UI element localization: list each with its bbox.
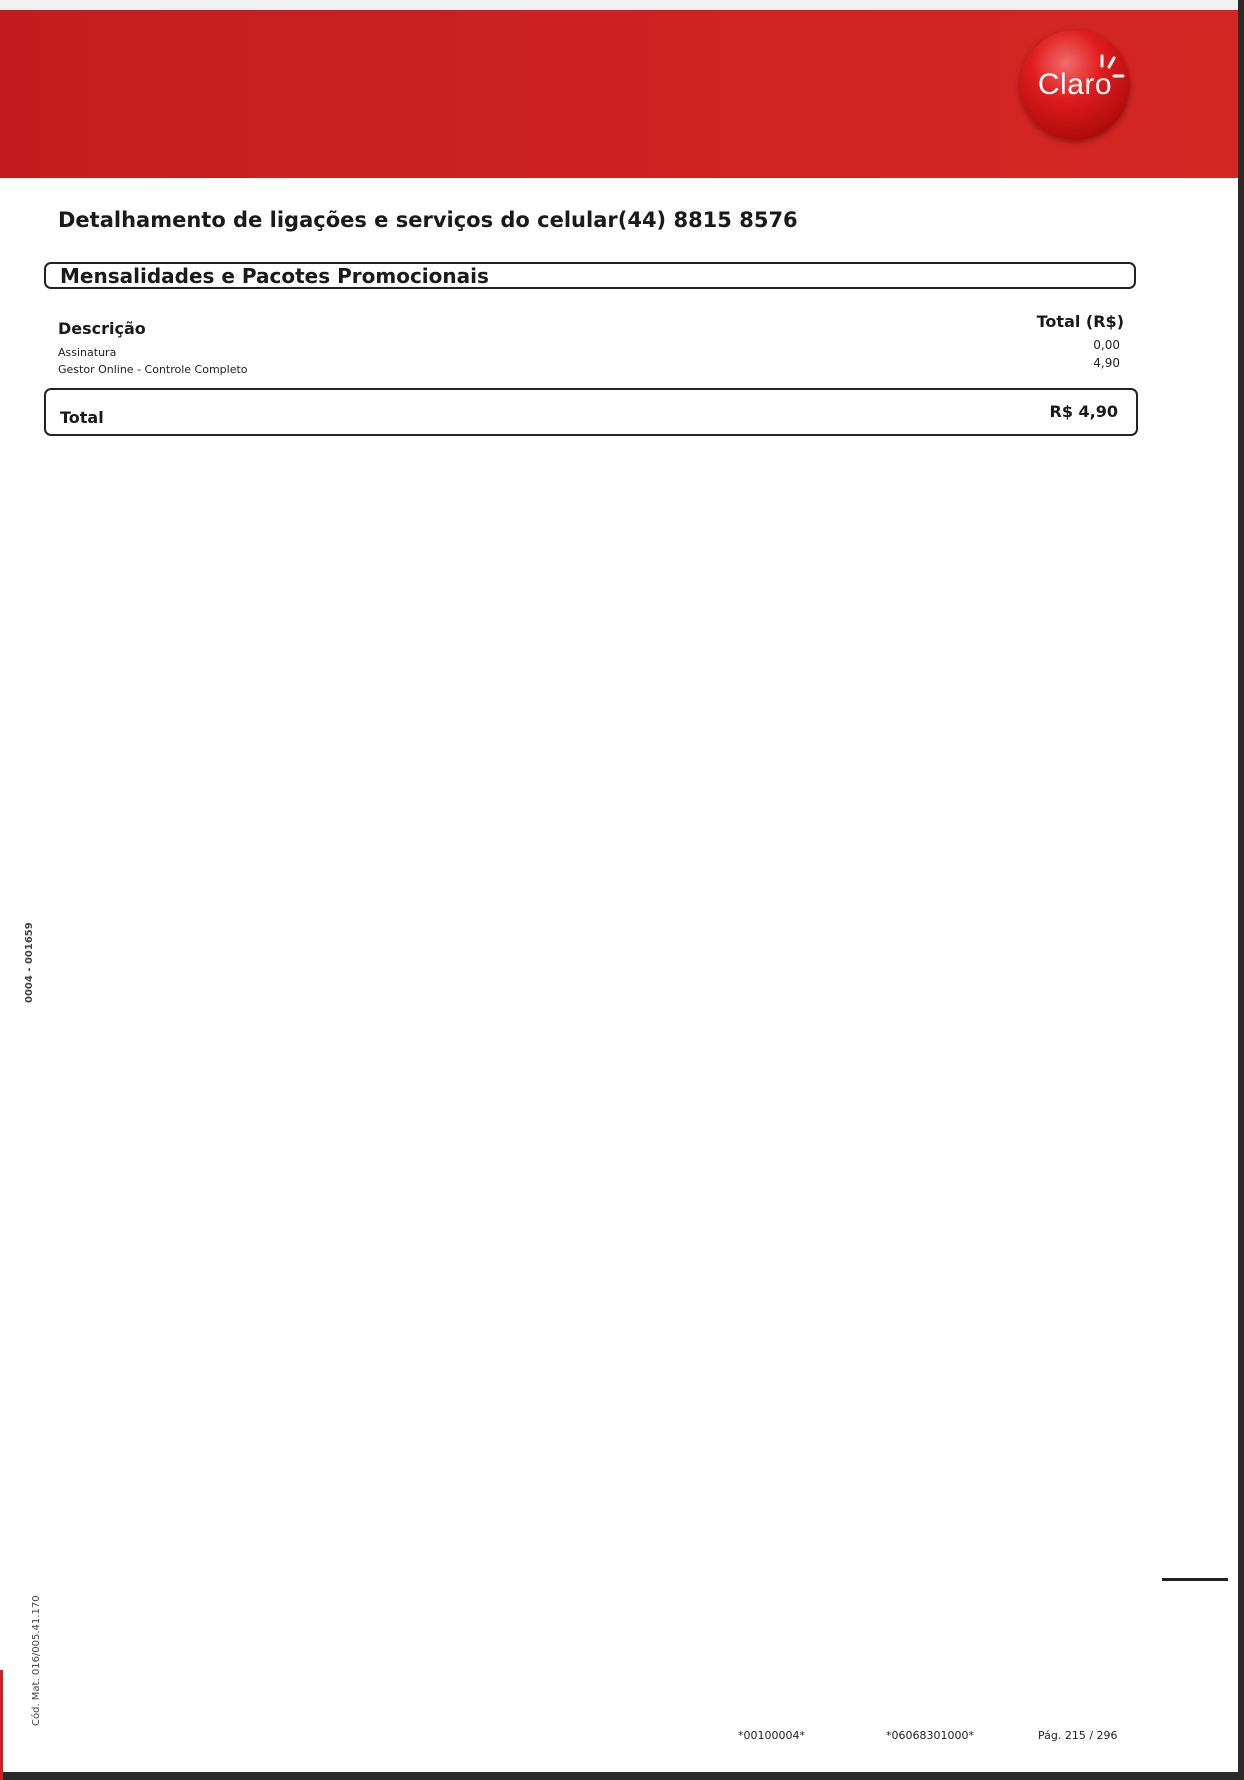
item-description: Gestor Online - Controle Completo	[58, 363, 248, 376]
column-header-total: Total (R$)	[1036, 312, 1124, 331]
item-value: 4,90	[1093, 356, 1120, 370]
section-header-box	[44, 262, 1136, 289]
bottom-edge	[0, 1772, 1244, 1780]
side-code: 0004 - 001659	[24, 922, 35, 1003]
side-material-code: Cód. Mat. 016/005.41.170	[31, 1595, 42, 1726]
item-description: Assinatura	[58, 346, 117, 359]
claro-logo-icon	[1020, 30, 1130, 140]
total-value: R$ 4,90	[1049, 402, 1118, 421]
right-edge	[1238, 0, 1244, 1780]
top-edge	[0, 0, 1244, 10]
left-edge-mark	[0, 1670, 3, 1780]
footer-code-1: *00100004*	[738, 1729, 805, 1742]
total-label: Total	[60, 408, 104, 427]
item-value: 0,00	[1093, 338, 1120, 352]
section-title: Mensalidades e Pacotes Promocionais	[60, 264, 489, 288]
logo-text: Claro	[1037, 68, 1113, 101]
column-header-description: Descrição	[58, 319, 146, 338]
fold-mark	[1162, 1578, 1228, 1581]
footer-code-2: *06068301000*	[886, 1729, 974, 1742]
page-number: Pág. 215 / 296	[1038, 1729, 1118, 1742]
document-title: Detalhamento de ligações e serviços do celular(44) 8815 8576	[58, 208, 798, 232]
total-box	[44, 388, 1138, 436]
